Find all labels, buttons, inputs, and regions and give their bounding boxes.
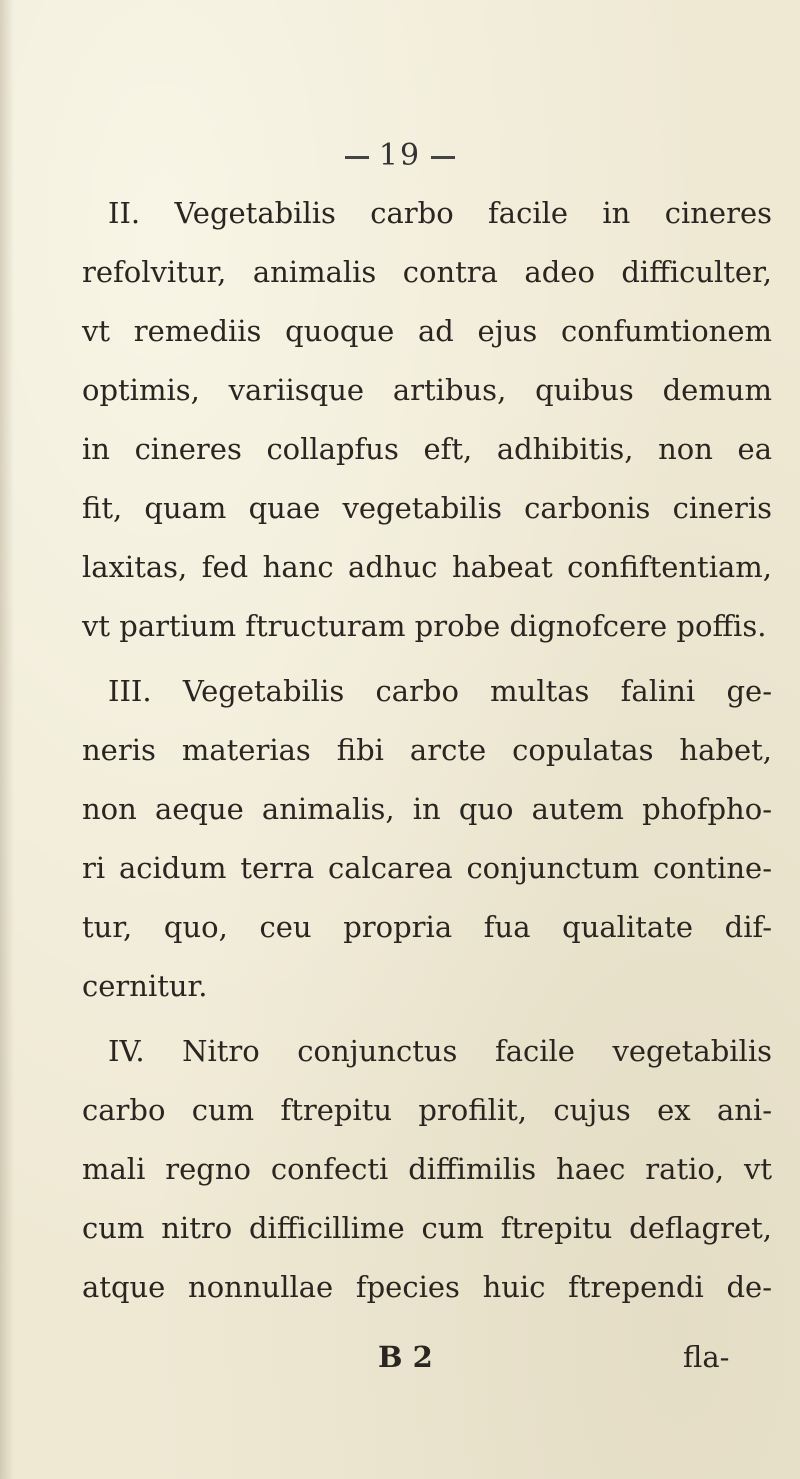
header-dash-left bbox=[345, 156, 369, 159]
text-line: vt partium ftructuram probe dignofcere poffis. bbox=[82, 609, 767, 643]
text-line: mali regno confecti diffimilis haec ratio, vt bbox=[82, 1152, 772, 1186]
page-number: 19 bbox=[378, 138, 422, 173]
text-line: neris materias fibi arcte copulatas habet, bbox=[82, 733, 772, 767]
text-line: fit, quam quae vegetabilis carbonis cineris bbox=[82, 491, 772, 525]
text-line: optimis, variisque artibus, quibus demum bbox=[82, 373, 772, 407]
text-line: II. Vegetabilis carbo facile in cineres bbox=[108, 196, 772, 230]
paragraph-iv bbox=[82, 1022, 772, 1317]
text-line: atque nonnullae fpecies huic ftrependi de- bbox=[82, 1270, 772, 1304]
text-line: refolvitur, animalis contra adeo difficulter, bbox=[82, 255, 772, 289]
header-dash-right bbox=[431, 156, 455, 159]
page-header bbox=[0, 138, 800, 173]
catchword: fla- bbox=[683, 1340, 730, 1374]
text-line: in cineres collapfus eft, adhibitis, non ea bbox=[82, 432, 772, 466]
signature-mark: B 2 bbox=[378, 1340, 433, 1374]
body-text bbox=[82, 184, 772, 1317]
text-line: non aeque animalis, in quo autem phofpho- bbox=[82, 792, 772, 826]
text-line: vt remediis quoque ad ejus confumtionem bbox=[82, 314, 772, 348]
text-line: tur, quo, ceu propria fua qualitate dif- bbox=[82, 910, 772, 944]
text-line: cernitur. bbox=[82, 969, 208, 1003]
text-line: cum nitro difficillime cum ftrepitu deflagret, bbox=[82, 1211, 772, 1245]
paragraph-iii bbox=[82, 662, 772, 1016]
paragraph-ii bbox=[82, 184, 772, 656]
text-line: IV. Nitro conjunctus facile vegetabilis bbox=[108, 1034, 772, 1068]
text-line: carbo cum ftrepitu profilit, cujus ex ani- bbox=[82, 1093, 772, 1127]
page-footer bbox=[0, 1340, 800, 1380]
page-edge-shadow bbox=[0, 0, 14, 1479]
text-line: laxitas, fed hanc adhuc habeat confiftentiam, bbox=[82, 550, 772, 584]
text-line: III. Vegetabilis carbo multas falini ge- bbox=[108, 674, 772, 708]
text-line: ri acidum terra calcarea conjunctum contine- bbox=[82, 851, 772, 885]
